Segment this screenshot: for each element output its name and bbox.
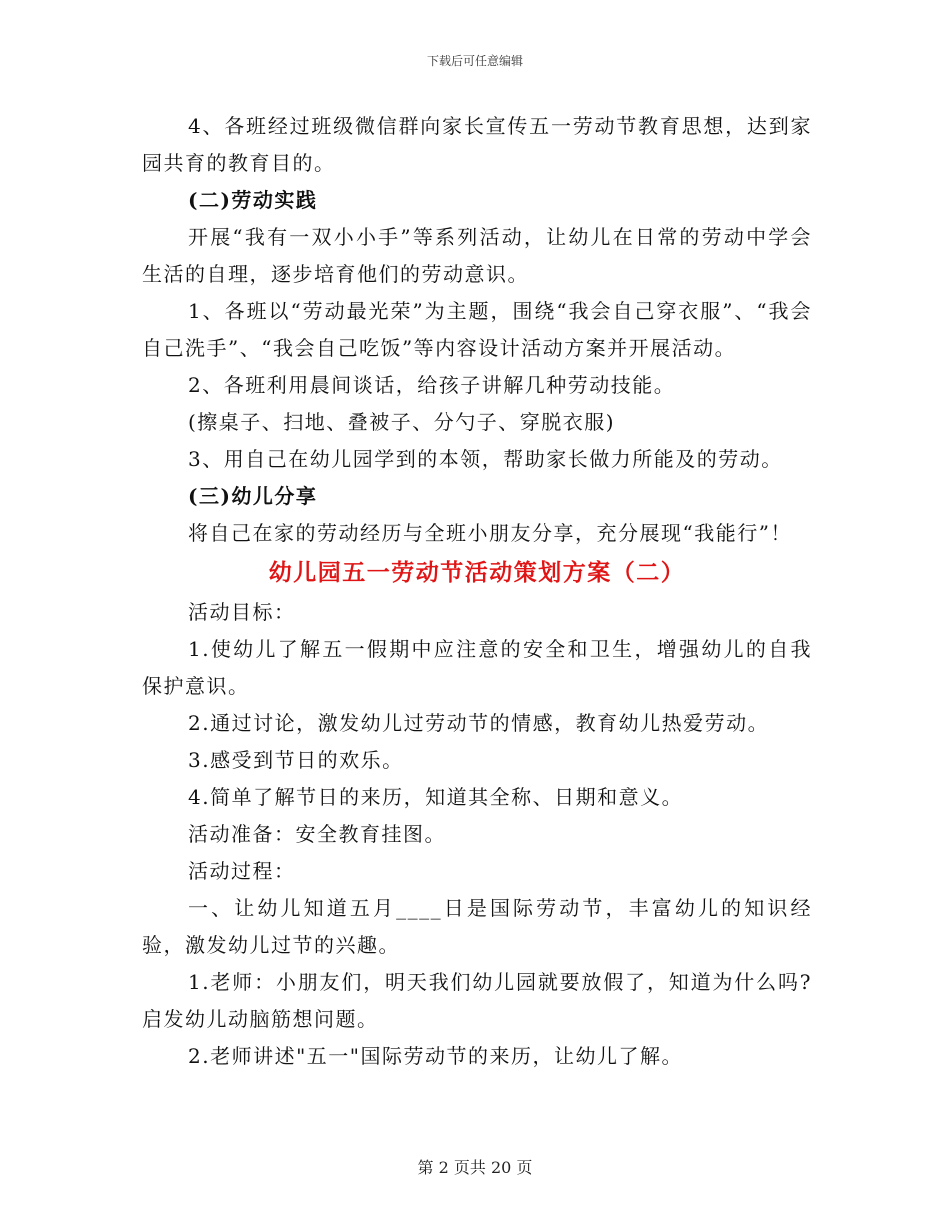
- document-title: 幼儿园五一劳动节活动策划方案（二）: [268, 559, 686, 586]
- paragraph: 活动目标：: [188, 600, 296, 624]
- section-heading: (三)幼儿分享: [188, 484, 318, 508]
- section-heading: (二)劳动实践: [188, 188, 318, 212]
- document-body: [142, 108, 812, 1075]
- paragraph: 2.通过讨论，激发幼儿过劳动节的情感，教育幼儿热爱劳动。: [188, 711, 770, 735]
- paragraph: (擦桌子、扫地、叠被子、分勺子、穿脱衣服): [188, 410, 616, 434]
- page-footer: 第 2 页共 20 页: [417, 1158, 533, 1177]
- paragraph: 1.老师：小朋友们，明天我们幼儿园就要放假了，知道为什么吗?启发幼儿动脑筋想问题。: [142, 970, 812, 1031]
- paragraph: 2.老师讲述"五一"国际劳动节的来历，让幼儿了解。: [188, 1044, 683, 1068]
- paragraph: 4、各班经过班级微信群向家长宣传五一劳动节教育思想，达到家园共育的教育目的。: [142, 114, 812, 175]
- paragraph: 活动过程：: [188, 859, 296, 883]
- paragraph: 活动准备：安全教育挂图。: [188, 822, 446, 846]
- paragraph: 一、让幼儿知道五月____日是国际劳动节，丰富幼儿的知识经验，激发幼儿过节的兴趣。: [142, 896, 812, 957]
- paragraph: 3.感受到节日的欢乐。: [188, 748, 404, 772]
- paragraph: 4.简单了解节日的来历，知道其全称、日期和意义。: [188, 785, 684, 809]
- paragraph: 开展“我有一双小小手”等系列活动，让幼儿在日常的劳动中学会生活的自理，逐步培育他们的劳动意识。: [142, 225, 812, 286]
- paragraph: 1、各班以“劳动最光荣”为主题，围绕“我会自己穿衣服”、“我会自己洗手”、“我会自己吃饭”等内容设计活动方案并开展活动。: [142, 299, 812, 360]
- page-header: 下载后可任意编辑: [426, 54, 523, 68]
- paragraph: 将自己在家的劳动经历与全班小朋友分享，充分展现“我能行”！: [188, 521, 792, 545]
- paragraph: 2、各班利用晨间谈话，给孩子讲解几种劳动技能。: [188, 373, 676, 397]
- paragraph: 1.使幼儿了解五一假期中应注意的安全和卫生，增强幼儿的自我保护意识。: [142, 637, 812, 698]
- paragraph: 3、用自己在幼儿园学到的本领，帮助家长做力所能及的劳动。: [188, 447, 783, 471]
